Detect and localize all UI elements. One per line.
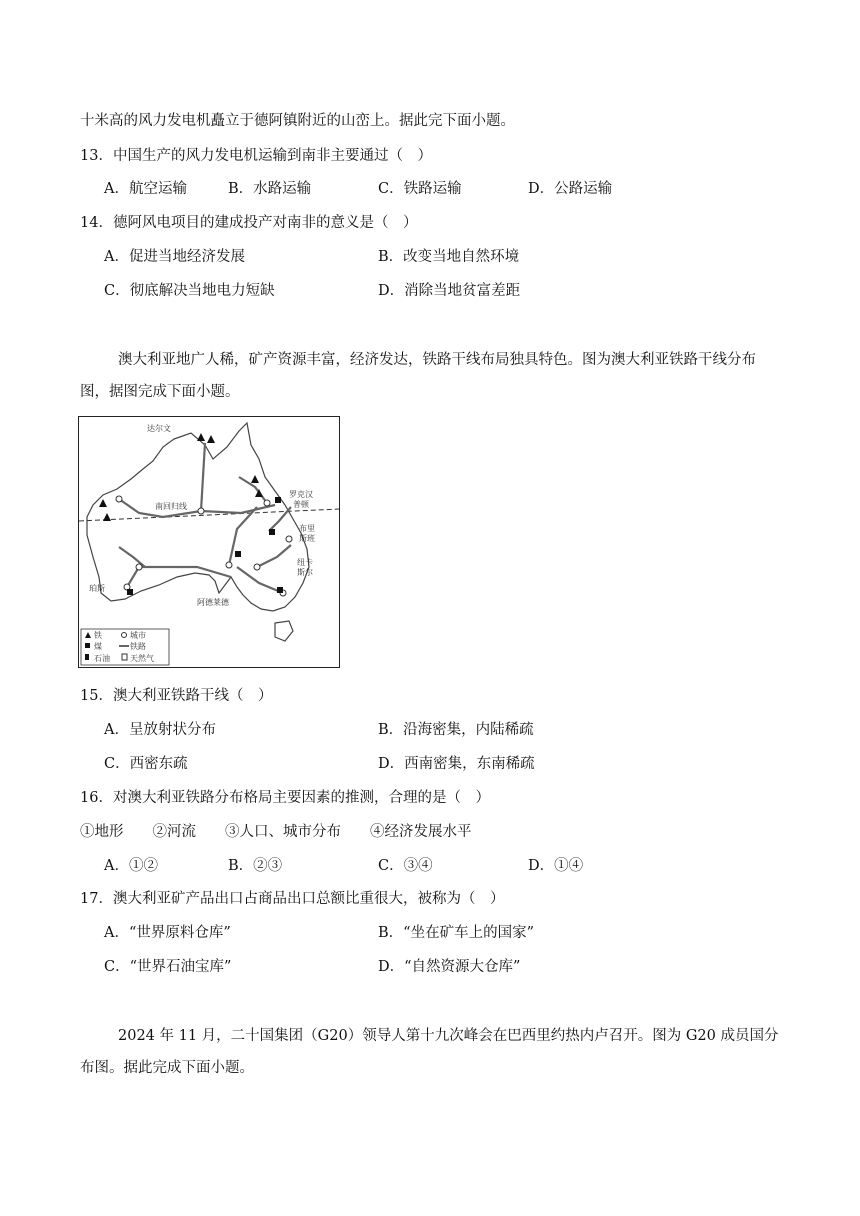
q17-option-c[interactable]: C．“世界石油宝库” bbox=[104, 959, 232, 975]
question-15-stem: 15．澳大利亚铁路干线（ ） bbox=[80, 688, 273, 704]
label-brisbane-1: 布里 bbox=[299, 524, 315, 533]
label-newcastle-1: 纽卡 bbox=[297, 558, 313, 567]
legend-railway: 铁路 bbox=[130, 642, 146, 651]
passage-g20-line1: 2024 年 11 月，二十国集团（G20）领导人第十九次峰会在巴西里约热内卢召开。图为 G20 成员国分 bbox=[118, 1028, 779, 1044]
map-legend bbox=[81, 629, 169, 665]
q13-option-b[interactable]: B．水路运输 bbox=[228, 181, 312, 197]
question-14-stem: 14．德阿风电项目的建成投产对南非的意义是（ ） bbox=[80, 215, 418, 231]
passage-tail: 十米高的风力发电机矗立于德阿镇附近的山峦上。据此完下面小题。 bbox=[80, 113, 515, 129]
question-17-stem: 17．澳大利亚矿产品出口占商品出口总额比重很大，被称为（ ） bbox=[80, 891, 505, 907]
q16-option-c[interactable]: C．③④ bbox=[378, 858, 433, 874]
label-darwin: 达尔文 bbox=[147, 424, 171, 433]
tasmania bbox=[275, 621, 293, 641]
city-markers bbox=[116, 496, 292, 596]
q13-option-a[interactable]: A．航空运输 bbox=[104, 181, 187, 197]
legend-coal: 煤 bbox=[94, 642, 102, 651]
q15-option-a[interactable]: A．呈放射状分布 bbox=[104, 722, 216, 738]
resource-markers bbox=[99, 433, 283, 595]
q14-option-d[interactable]: D．消除当地贫富差距 bbox=[378, 283, 521, 299]
label-tropic: 南回归线 bbox=[155, 502, 187, 511]
passage-g20-line2: 布图。据此完成下面小题。 bbox=[80, 1060, 254, 1076]
passage-australia-line1: 澳大利亚地广人稀，矿产资源丰富，经济发达，铁路干线布局独具特色。图为澳大利亚铁路干线分布 bbox=[118, 352, 756, 368]
q13-option-c[interactable]: C．铁路运输 bbox=[378, 181, 462, 197]
q14-option-a[interactable]: A．促进当地经济发展 bbox=[104, 249, 245, 265]
q15-option-d[interactable]: D．西南密集，东南稀疏 bbox=[378, 756, 535, 772]
question-13-stem: 13．中国生产的风力发电机运输到南非主要通过（ ） bbox=[80, 148, 432, 164]
q17-option-a[interactable]: A．“世界原料仓库” bbox=[104, 925, 231, 941]
label-newcastle-2: 斯尔 bbox=[297, 568, 313, 577]
q14-option-c[interactable]: C．彻底解决当地电力短缺 bbox=[104, 283, 275, 299]
label-adelaide: 阿德莱德 bbox=[197, 598, 229, 607]
australia-coastline bbox=[87, 423, 309, 611]
q17-option-d[interactable]: D．“自然资源大仓库” bbox=[378, 959, 521, 975]
q16-option-b[interactable]: B．②③ bbox=[228, 858, 283, 874]
q17-option-b[interactable]: B．“坐在矿车上的国家” bbox=[378, 925, 534, 941]
label-perth: 珀斯 bbox=[89, 584, 105, 593]
legend-oil: 石油 bbox=[94, 654, 110, 663]
q15-option-c[interactable]: C．西密东疏 bbox=[104, 756, 188, 772]
question-16-stem: 16．对澳大利亚铁路分布格局主要因素的推测，合理的是（ ） bbox=[80, 790, 490, 806]
label-brisbane-2: 斯班 bbox=[299, 534, 315, 543]
legend-city: 城市 bbox=[130, 631, 146, 640]
label-rockhampton-2: 普顿 bbox=[293, 500, 309, 509]
australia-railway-map bbox=[78, 416, 340, 668]
label-rockhampton-1: 罗克汉 bbox=[289, 490, 313, 499]
q16-items: ①地形 ②河流 ③人口、城市分布 ④经济发展水平 bbox=[80, 824, 472, 840]
q15-option-b[interactable]: B．沿海密集，内陆稀疏 bbox=[378, 722, 534, 738]
legend-gas: 天然气 bbox=[130, 654, 154, 663]
passage-australia-line2: 图，据图完成下面小题。 bbox=[80, 384, 240, 400]
q14-option-b[interactable]: B．改变当地自然环境 bbox=[378, 249, 520, 265]
legend-iron: 铁 bbox=[94, 631, 102, 640]
q16-option-d[interactable]: D．①④ bbox=[528, 858, 584, 874]
q16-option-a[interactable]: A．①② bbox=[104, 858, 158, 874]
q13-option-d[interactable]: D．公路运输 bbox=[528, 181, 613, 197]
